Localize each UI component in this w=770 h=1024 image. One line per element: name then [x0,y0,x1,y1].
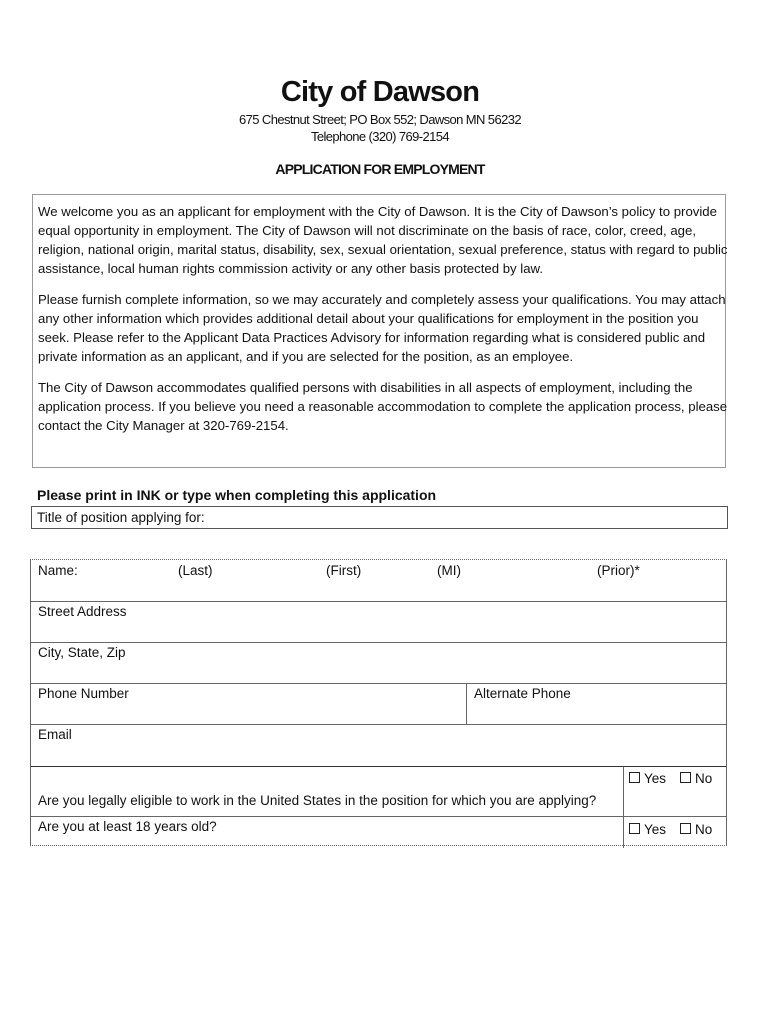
email-row[interactable] [31,724,726,742]
age-question: Are you at least 18 years old? [38,819,217,834]
checkbox-icon[interactable] [629,772,640,783]
age-no[interactable]: No [680,822,712,837]
eligibility-row [31,766,726,816]
phone-divider [466,684,467,725]
checkbox-icon[interactable] [629,823,640,834]
street-row[interactable] [31,601,726,619]
position-field[interactable] [31,506,728,529]
city-row[interactable] [31,642,726,660]
intro-paragraph-2: Please furnish complete information, so we may accurately and completely assess your qualifications. You may attach any other information which provides additional detail about your qualifications for employment in the position you seek. Please refer to the Applicant Data Practices Advisory for information regarding what is considered public and private information as an applicant, and if you are selected for the position, as an employee. [38,292,726,364]
first-name-label: (First) [326,563,362,578]
form-title: APPLICATION FOR EMPLOYMENT [275,161,485,177]
city-state-zip-label: City, State, Zip [38,645,126,660]
intro-box [32,194,726,468]
position-label: Title of position applying for: [37,510,205,525]
last-name-label: (Last) [178,563,213,578]
age-row [31,816,726,837]
answer-divider [623,767,624,848]
eligibility-yes[interactable]: Yes [629,771,666,786]
prior-name-label: (Prior)* [597,563,640,578]
city-telephone: Telephone (320) 769-2154 [310,129,450,144]
intro-paragraph-3: The City of Dawson accommodates qualified persons with disabilities in all aspects of employment, including the application process. If you believe you need a reasonable accommodation to complete the application process, please contact the City Manager at 320-769-2154. [38,380,728,433]
middle-initial-label: (MI) [437,563,461,578]
eligibility-no[interactable]: No [680,771,712,786]
phone-label: Phone Number [38,686,129,701]
city-address: 675 Chestnut Street; PO Box 552; Dawson MN 56232 [239,112,521,127]
eligibility-question: Are you legally eligible to work in the United States in the position for which you are applying? [38,793,597,808]
applicant-info-form [30,559,727,846]
print-instructions: Please print in INK or type when completing this application [37,487,437,503]
phone-row[interactable] [31,683,726,724]
checkbox-icon[interactable] [680,823,691,834]
checkbox-icon[interactable] [680,772,691,783]
intro-paragraph-1: We welcome you as an applicant for employment with the City of Dawson. It is the City of Dawson’s policy to provide equal opportunity in employment. The City of Dawson will not discriminate on the basis of race, color, creed, age, religion, national origin, marital status, disability, sex, sexual orientation, sexual preference, status with regard to public assistance, local human rights commission activity or any other basis protected by law. [38,204,728,276]
age-yes[interactable]: Yes [629,822,666,837]
street-label: Street Address [38,604,127,619]
city-title: City of Dawson [280,76,480,108]
alt-phone-label: Alternate Phone [474,686,571,701]
email-label: Email [38,727,72,742]
name-label: Name: [38,563,78,578]
